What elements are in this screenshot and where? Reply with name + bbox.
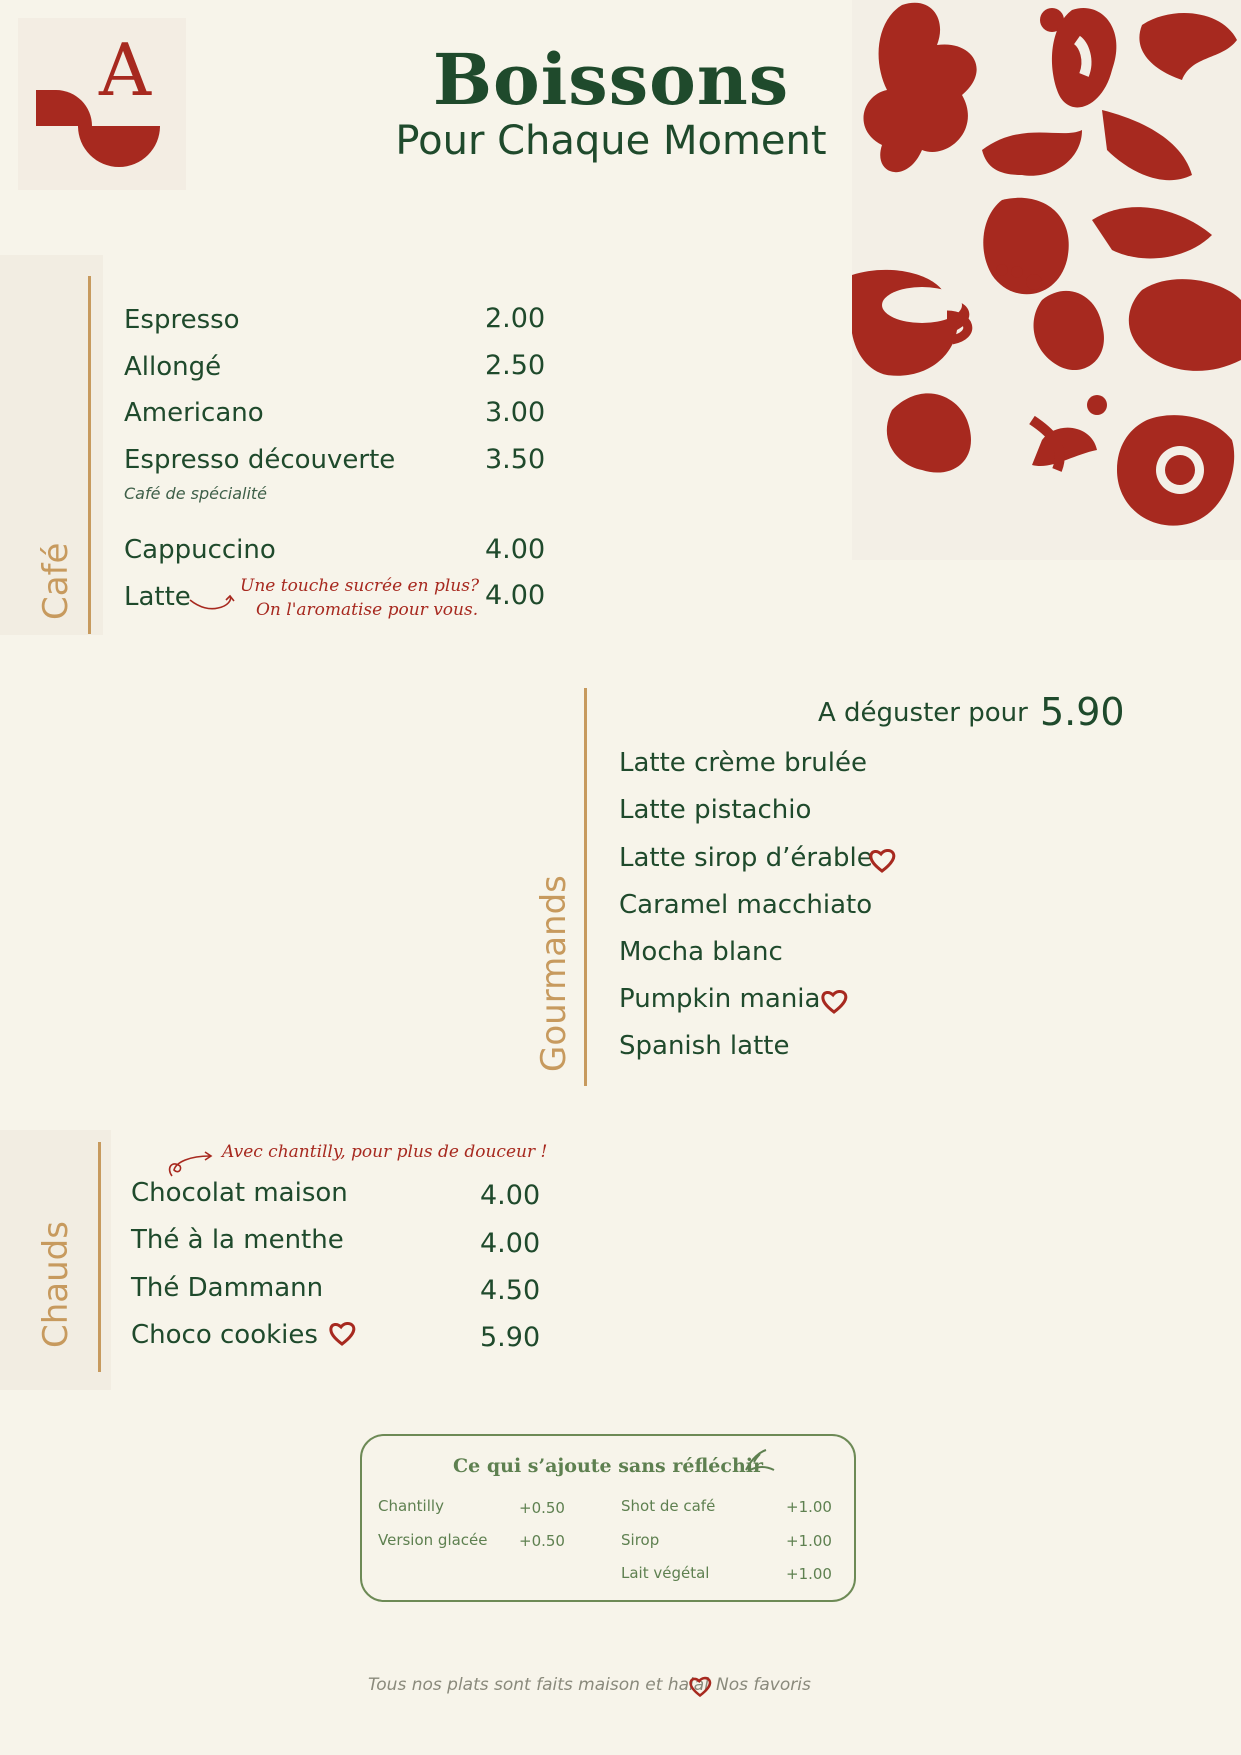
menu-item: Latte sirop d’érable xyxy=(619,843,873,873)
section-label-gourmands: Gourmands xyxy=(534,875,574,1072)
menu-item: Espresso xyxy=(124,305,240,335)
menu-price: 2.00 xyxy=(485,303,546,334)
extra-item: Version glacée xyxy=(378,1531,488,1549)
gourmands-price: 5.90 xyxy=(1040,690,1125,734)
extra-price: +0.50 xyxy=(519,1532,565,1550)
extras-title: Ce qui s’ajoute sans réfléchir xyxy=(453,1455,763,1477)
extra-price: +1.00 xyxy=(786,1498,832,1516)
heart-icon xyxy=(328,1321,356,1347)
extra-item: Chantilly xyxy=(378,1497,444,1515)
heart-icon xyxy=(820,989,848,1015)
extra-item: Sirop xyxy=(621,1531,660,1549)
menu-item: Cappuccino xyxy=(124,535,276,565)
section-label-cafe: Café xyxy=(36,542,76,620)
menu-item: Americano xyxy=(124,398,264,428)
menu-item: Pumpkin mania xyxy=(619,984,821,1014)
menu-price: 3.00 xyxy=(485,397,546,428)
menu-item: Latte xyxy=(124,582,191,612)
menu-item: Espresso découverte xyxy=(124,445,396,475)
extra-price: +1.00 xyxy=(786,1565,832,1583)
menu-item: Thé à la menthe xyxy=(131,1225,344,1255)
menu-item-note: Café de spécialité xyxy=(124,484,268,503)
logo-letter: A xyxy=(99,28,151,112)
menu-price: 4.00 xyxy=(480,1228,541,1259)
footer-note: Tous nos plats sont faits maison et halal xyxy=(368,1675,709,1695)
chauds-note: Avec chantilly, pour plus de douceur ! xyxy=(222,1142,548,1162)
page-subtitle: Pour Chaque Moment xyxy=(395,118,827,164)
menu-item: Mocha blanc xyxy=(619,937,783,967)
extra-price: +1.00 xyxy=(786,1532,832,1550)
menu-item: Latte crème brulée xyxy=(619,748,867,778)
arrow-icon xyxy=(164,1148,216,1178)
menu-item: Spanish latte xyxy=(619,1031,790,1061)
section-label-chauds: Chauds xyxy=(36,1221,76,1348)
leaf-icon xyxy=(742,1448,776,1476)
menu-price: 4.00 xyxy=(485,580,546,611)
extra-item: Shot de café xyxy=(621,1497,716,1515)
extra-price: +0.50 xyxy=(519,1499,565,1517)
menu-item: Latte pistachio xyxy=(619,795,812,825)
menu-price: 4.00 xyxy=(480,1180,541,1211)
menu-item: Choco cookies xyxy=(131,1320,318,1350)
gourmands-divider xyxy=(584,688,587,1086)
heart-icon xyxy=(868,848,896,874)
page-title: Boissons xyxy=(432,38,790,121)
heart-icon xyxy=(688,1676,712,1698)
extra-item: Lait végétal xyxy=(621,1564,710,1582)
menu-item: Caramel macchiato xyxy=(619,890,873,920)
menu-item: Thé Dammann xyxy=(131,1273,324,1303)
footer-favorites: Nos favoris xyxy=(716,1675,811,1695)
chauds-divider xyxy=(98,1142,101,1372)
menu-price: 2.50 xyxy=(485,350,546,381)
menu-item: Chocolat maison xyxy=(131,1178,348,1208)
menu-price: 4.00 xyxy=(485,534,546,565)
menu-price: 4.50 xyxy=(480,1275,541,1306)
gourmands-intro: A déguster pour xyxy=(818,698,1028,728)
latte-note-line1: Une touche sucrée en plus? xyxy=(240,576,480,596)
cafe-divider xyxy=(88,276,91,634)
coffee-illustration xyxy=(852,0,1241,560)
menu-price: 3.50 xyxy=(485,444,546,475)
menu-item: Allongé xyxy=(124,352,222,382)
arrow-icon xyxy=(188,590,238,616)
latte-note-line2: On l'aromatise pour vous. xyxy=(256,600,479,620)
menu-price: 5.90 xyxy=(480,1322,541,1353)
